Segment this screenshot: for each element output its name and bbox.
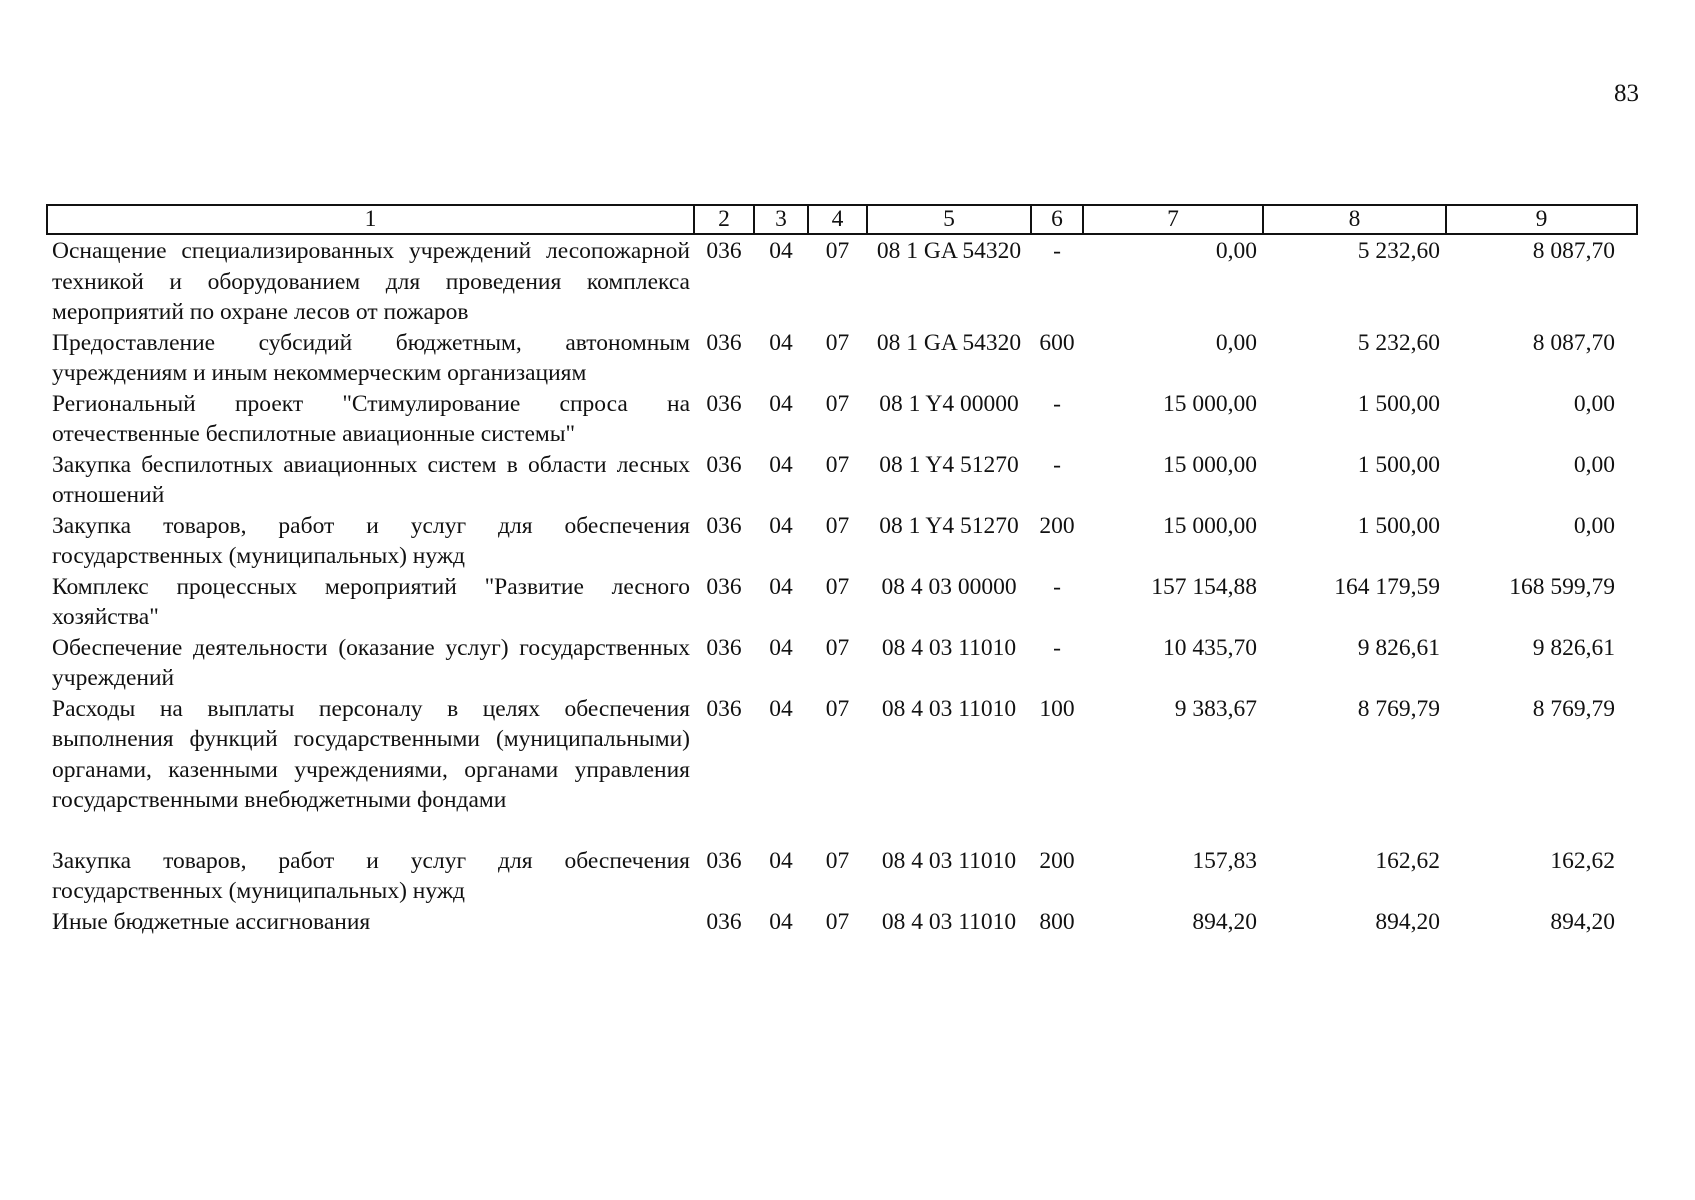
row-code-3: 04 <box>769 390 793 417</box>
row-code-3: 04 <box>769 908 793 935</box>
row-value-9: 8 087,70 <box>1532 329 1615 356</box>
page-number: 83 <box>1614 80 1639 107</box>
row-code-5: 08 4 03 11010 <box>881 908 1017 935</box>
row-value-9: 168 599,79 <box>1509 573 1615 600</box>
header-cell-7: 7 <box>1083 205 1263 234</box>
row-code-2: 036 <box>706 695 742 722</box>
row-value-8: 1 500,00 <box>1357 451 1440 478</box>
row-code-5: 08 1 GA 54320 <box>876 329 1022 356</box>
row-code-5: 08 4 03 11010 <box>881 695 1017 722</box>
row-code-2: 036 <box>706 573 742 600</box>
row-value-7: 0,00 <box>1215 329 1257 356</box>
row-value-7: 9 383,67 <box>1174 695 1257 722</box>
row-code-2: 036 <box>706 908 742 935</box>
row-value-7: 157,83 <box>1192 847 1257 874</box>
header-cell-4: 4 <box>808 205 867 234</box>
row-code-4: 07 <box>825 573 850 600</box>
row-value-8: 894,20 <box>1375 908 1440 935</box>
row-code-4: 07 <box>825 847 850 874</box>
row-code-2: 036 <box>706 512 742 539</box>
row-code-6: 100 <box>1039 695 1075 722</box>
row-code-5: 08 4 03 11010 <box>881 847 1017 874</box>
row-value-7: 157 154,88 <box>1151 573 1257 600</box>
row-code-3: 04 <box>769 573 793 600</box>
row-code-2: 036 <box>706 847 742 874</box>
row-code-6: - <box>1053 390 1061 417</box>
row-code-5: 08 1 Y4 00000 <box>879 390 1019 417</box>
row-code-3: 04 <box>769 451 793 478</box>
row-code-4: 07 <box>825 390 850 417</box>
table-row <box>47 389 1637 450</box>
header-cell-6: 6 <box>1031 205 1083 234</box>
row-value-8: 5 232,60 <box>1357 329 1440 356</box>
row-value-8: 9 826,61 <box>1357 634 1440 661</box>
row-code-3: 04 <box>769 238 793 264</box>
row-value-7: 894,20 <box>1192 908 1257 935</box>
row-code-6: - <box>1053 238 1061 264</box>
row-value-9: 0,00 <box>1573 512 1615 539</box>
row-value-7: 15 000,00 <box>1163 451 1257 478</box>
row-code-6: - <box>1053 634 1061 661</box>
row-code-5: 08 4 03 00000 <box>881 573 1017 600</box>
row-name: Предоставление субсидий бюджетным, автономным учреждениям и иным некоммерческим организациям <box>52 329 690 386</box>
row-value-9: 8 087,70 <box>1532 238 1615 264</box>
row-value-8: 164 179,59 <box>1334 573 1440 600</box>
row-code-4: 07 <box>825 695 850 722</box>
row-name: Обеспечение деятельности (оказание услуг) государственных учреждений <box>52 634 690 691</box>
row-code-5: 08 1 GA 54320 <box>876 238 1022 264</box>
table-row <box>47 328 1637 389</box>
row-code-5: 08 1 Y4 51270 <box>879 451 1019 478</box>
row-name: Региональный проект "Стимулирование спроса на отечественные беспилотные авиационные системы" <box>52 390 690 447</box>
row-code-6: 600 <box>1039 329 1075 356</box>
table-row <box>47 694 1637 816</box>
row-code-6: - <box>1053 573 1061 600</box>
row-code-5: 08 1 Y4 51270 <box>879 512 1019 539</box>
row-name: Закупка товаров, работ и услуг для обеспечения государственных (муниципальных) нужд <box>52 847 690 904</box>
row-value-8: 162,62 <box>1375 847 1440 874</box>
header-row <box>47 205 1637 234</box>
row-value-7: 15 000,00 <box>1163 390 1257 417</box>
row-code-2: 036 <box>706 634 742 661</box>
row-code-2: 036 <box>706 390 742 417</box>
table-row <box>47 907 1637 938</box>
row-code-4: 07 <box>825 238 850 264</box>
header-cell-2: 2 <box>694 205 754 234</box>
row-code-6: - <box>1053 451 1061 478</box>
row-value-8: 5 232,60 <box>1357 238 1440 264</box>
row-code-4: 07 <box>825 329 850 356</box>
budget-table <box>46 204 1638 937</box>
row-value-8: 1 500,00 <box>1357 390 1440 417</box>
row-value-8: 1 500,00 <box>1357 512 1440 539</box>
table-row <box>47 572 1637 633</box>
header-cell-5: 5 <box>867 205 1031 234</box>
row-value-9: 0,00 <box>1573 451 1615 478</box>
row-code-6: 200 <box>1039 847 1075 874</box>
row-value-8: 8 769,79 <box>1357 695 1440 722</box>
row-value-7: 10 435,70 <box>1163 634 1257 661</box>
row-value-9: 0,00 <box>1573 390 1615 417</box>
row-code-2: 036 <box>706 238 742 264</box>
row-value-7: 0,00 <box>1215 238 1257 264</box>
row-code-4: 07 <box>825 451 850 478</box>
row-code-3: 04 <box>769 847 793 874</box>
row-name: Закупка беспилотных авиационных систем в области лесных отношений <box>52 451 690 508</box>
row-name: Иные бюджетные ассигнования <box>52 908 371 935</box>
row-code-3: 04 <box>769 695 793 722</box>
row-code-4: 07 <box>825 634 850 661</box>
row-name: Комплекс процессных мероприятий "Развитие лесного хозяйства" <box>52 573 690 630</box>
row-code-6: 200 <box>1039 512 1075 539</box>
row-code-2: 036 <box>706 451 742 478</box>
row-name: Оснащение специализированных учреждений лесопожарной техникой и оборудованием для проведения комплекса мероприятий по охране лесов от пожаров <box>52 238 690 325</box>
table-row <box>47 511 1637 572</box>
row-code-3: 04 <box>769 512 793 539</box>
row-code-2: 036 <box>706 329 742 356</box>
row-value-9: 9 826,61 <box>1532 634 1615 661</box>
row-code-3: 04 <box>769 329 793 356</box>
header-cell-8: 8 <box>1263 205 1446 234</box>
row-code-6: 800 <box>1039 908 1075 935</box>
row-name: Расходы на выплаты персоналу в целях обеспечения выполнения функций государственными (муниципальными) органами, казенными учреждениями, органами управления государственными внебюджетными фондами <box>52 695 690 813</box>
row-code-4: 07 <box>825 512 850 539</box>
table-row <box>47 633 1637 694</box>
header-cell-3: 3 <box>754 205 808 234</box>
row-code-5: 08 4 03 11010 <box>881 634 1017 661</box>
row-code-3: 04 <box>769 634 793 661</box>
row-code-4: 07 <box>825 908 850 935</box>
row-name: Закупка товаров, работ и услуг для обеспечения государственных (муниципальных) нужд <box>52 512 690 569</box>
header-cell-9: 9 <box>1446 205 1637 234</box>
table-row <box>47 234 1637 328</box>
row-value-9: 162,62 <box>1550 847 1615 874</box>
table-row <box>47 816 1637 907</box>
row-value-9: 8 769,79 <box>1532 695 1615 722</box>
row-value-7: 15 000,00 <box>1163 512 1257 539</box>
table-row <box>47 450 1637 511</box>
row-value-9: 894,20 <box>1550 908 1615 935</box>
header-cell-1: 1 <box>47 205 694 234</box>
